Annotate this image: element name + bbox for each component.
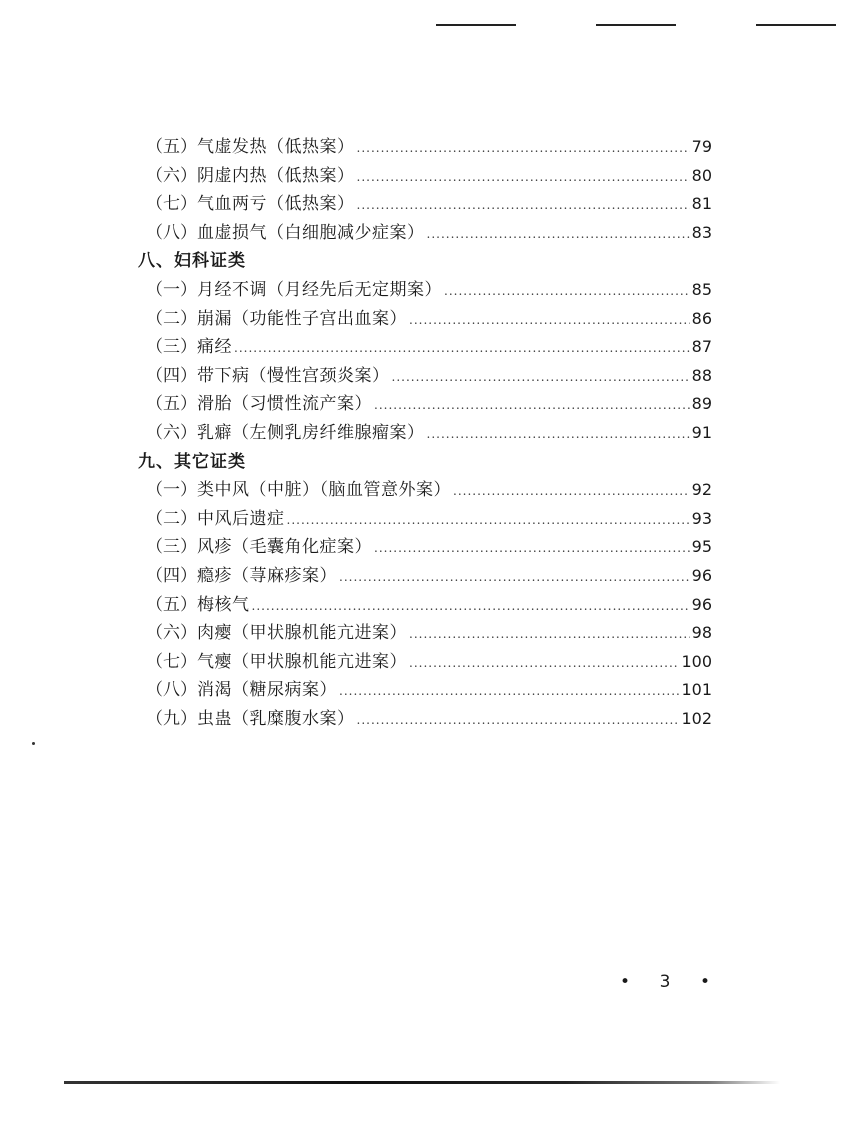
toc-leader-dots: [234, 334, 690, 363]
toc-entry[interactable]: [146, 591, 712, 620]
toc-entry-page: 100: [681, 651, 712, 671]
toc-entry-title: 中风后遗症: [197, 508, 285, 529]
toc-entry[interactable]: [146, 533, 712, 562]
toc-entry-page: 91: [691, 422, 712, 442]
toc-entry[interactable]: [146, 305, 712, 334]
toc-entry-number: （二）: [146, 508, 197, 529]
toc-entry[interactable]: [146, 676, 712, 705]
toc-entry-page: 83: [691, 222, 712, 242]
toc-entry-page: 81: [691, 194, 712, 214]
toc-entry-title: 梅核气: [197, 594, 250, 615]
toc-entry[interactable]: [146, 419, 712, 448]
toc-entry-title: 气虚发热（低热案）: [197, 137, 355, 157]
toc-section-heading: 八、妇科证类: [138, 251, 246, 272]
toc-entry-page: 88: [691, 365, 712, 385]
toc-entry[interactable]: [146, 562, 712, 591]
toc-entry-number: （四）: [146, 565, 197, 586]
toc-section-heading: 九、其它证类: [138, 451, 246, 472]
toc-entry[interactable]: [146, 505, 712, 534]
toc-entry-page: 96: [691, 565, 712, 585]
footer-bullet-right: •: [699, 972, 710, 992]
toc-entry[interactable]: [146, 705, 712, 734]
toc-leader-dots: [339, 563, 690, 592]
top-rule-1: [436, 24, 516, 26]
toc-entry-number: （五）: [146, 394, 197, 415]
toc-entry-number: （七）: [146, 651, 197, 672]
toc-leader-dots: [252, 592, 690, 621]
toc-entry-number: （七）: [146, 194, 197, 215]
toc-leader-dots: [374, 534, 690, 563]
toc-entry-number: （三）: [146, 337, 197, 358]
toc-entry[interactable]: [146, 390, 712, 419]
toc-entry-title: 气瘿（甲状腺机能亢进案）: [197, 651, 407, 672]
toc-entry-page: 89: [691, 394, 712, 414]
toc-entry-number: （二）: [146, 308, 197, 329]
toc-entry-number: （一）: [146, 279, 197, 300]
toc-leader-dots: [339, 677, 679, 706]
toc-entry-title: 气血两亏（低热案）: [197, 194, 355, 215]
toc-entry-page: 96: [691, 594, 712, 614]
toc-entry-number: （八）: [146, 680, 197, 701]
toc-entry[interactable]: [146, 362, 712, 391]
toc-entry-title: 虫蛊（乳糜腹水案）: [197, 708, 355, 729]
top-rule-2: [596, 24, 676, 26]
toc-leader-dots: [374, 391, 690, 420]
toc-entry[interactable]: [146, 476, 712, 505]
toc-entry-page: 92: [691, 480, 712, 500]
toc-entry-page: 79: [691, 137, 712, 156]
toc-leader-dots: [409, 649, 679, 678]
toc-entry-number: （五）: [146, 137, 197, 157]
toc-entry-number: （六）: [146, 422, 197, 443]
toc-entry-title: 乳癖（左侧乳房纤维腺瘤案）: [197, 422, 425, 443]
toc-entry[interactable]: [146, 333, 712, 362]
toc-entry-number: （八）: [146, 222, 197, 243]
toc-leader-dots: [453, 477, 690, 506]
toc-entry-number: （四）: [146, 365, 197, 386]
page-number-footer: [620, 972, 710, 992]
toc-entry-title: 痛经: [197, 337, 232, 358]
toc-entry-number: （九）: [146, 708, 197, 729]
toc-leader-dots: [357, 706, 680, 735]
toc-entry-page: 101: [681, 680, 712, 700]
toc-entry-page: 93: [691, 508, 712, 528]
bottom-rule: [64, 1081, 780, 1084]
toc-leader-dots: [357, 163, 690, 192]
top-rule-3: [756, 24, 836, 26]
page-number: 3: [659, 972, 671, 992]
toc-entry-page: 85: [691, 279, 712, 299]
toc-leader-dots: [287, 506, 690, 535]
toc-leader-dots: [357, 191, 690, 220]
toc-entry-number: （五）: [146, 594, 197, 615]
toc-leader-dots: [357, 134, 690, 163]
toc-leader-dots: [427, 420, 690, 449]
toc-leader-dots: [427, 220, 690, 249]
scan-speck: [32, 742, 35, 745]
toc-entry-number: （三）: [146, 537, 197, 558]
toc-leader-dots: [444, 277, 690, 306]
toc-entry-number: （一）: [146, 480, 197, 501]
toc-leader-dots: [409, 306, 690, 335]
toc-entry[interactable]: [146, 133, 712, 162]
toc-entry[interactable]: [146, 648, 712, 677]
toc-entry-title: 月经不调（月经先后无定期案）: [197, 279, 442, 300]
toc-entry-title: 阴虚内热（低热案）: [197, 165, 355, 186]
toc-entry[interactable]: [146, 190, 712, 219]
toc-entry-title: 瘾疹（荨麻疹案）: [197, 565, 337, 586]
footer-bullet-left: •: [620, 972, 631, 992]
toc-entry-page: 86: [691, 308, 712, 328]
toc-entry-page: 98: [691, 623, 712, 643]
toc-entry[interactable]: [146, 276, 712, 305]
toc-entry[interactable]: [146, 219, 712, 248]
toc-entry-title: 类中风（中脏）（脑血管意外案）: [197, 480, 451, 501]
toc-leader-dots: [392, 363, 690, 392]
toc-entry-page: 102: [681, 708, 712, 728]
table-of-contents: [138, 133, 712, 733]
toc-entry-title: 崩漏（功能性子宫出血案）: [197, 308, 407, 329]
toc-leader-dots: [409, 620, 690, 649]
toc-entry-title: 血虚损气（白细胞减少症案）: [197, 222, 425, 243]
toc-entry-title: 滑胎（习惯性流产案）: [197, 394, 372, 415]
toc-entry[interactable]: [146, 619, 712, 648]
toc-entry-page: 80: [691, 165, 712, 185]
toc-entry[interactable]: [146, 162, 712, 191]
toc-entry-title: 风疹（毛囊角化症案）: [197, 537, 372, 558]
toc-entry-page: 87: [691, 337, 712, 357]
toc-entry-page: 95: [691, 537, 712, 557]
toc-entry-number: （六）: [146, 165, 197, 186]
toc-entry-number: （六）: [146, 623, 197, 644]
toc-entry-title: 肉瘿（甲状腺机能亢进案）: [197, 623, 407, 644]
toc-entry-title: 带下病（慢性宫颈炎案）: [197, 365, 390, 386]
toc-entry-title: 消渴（糖尿病案）: [197, 680, 337, 701]
